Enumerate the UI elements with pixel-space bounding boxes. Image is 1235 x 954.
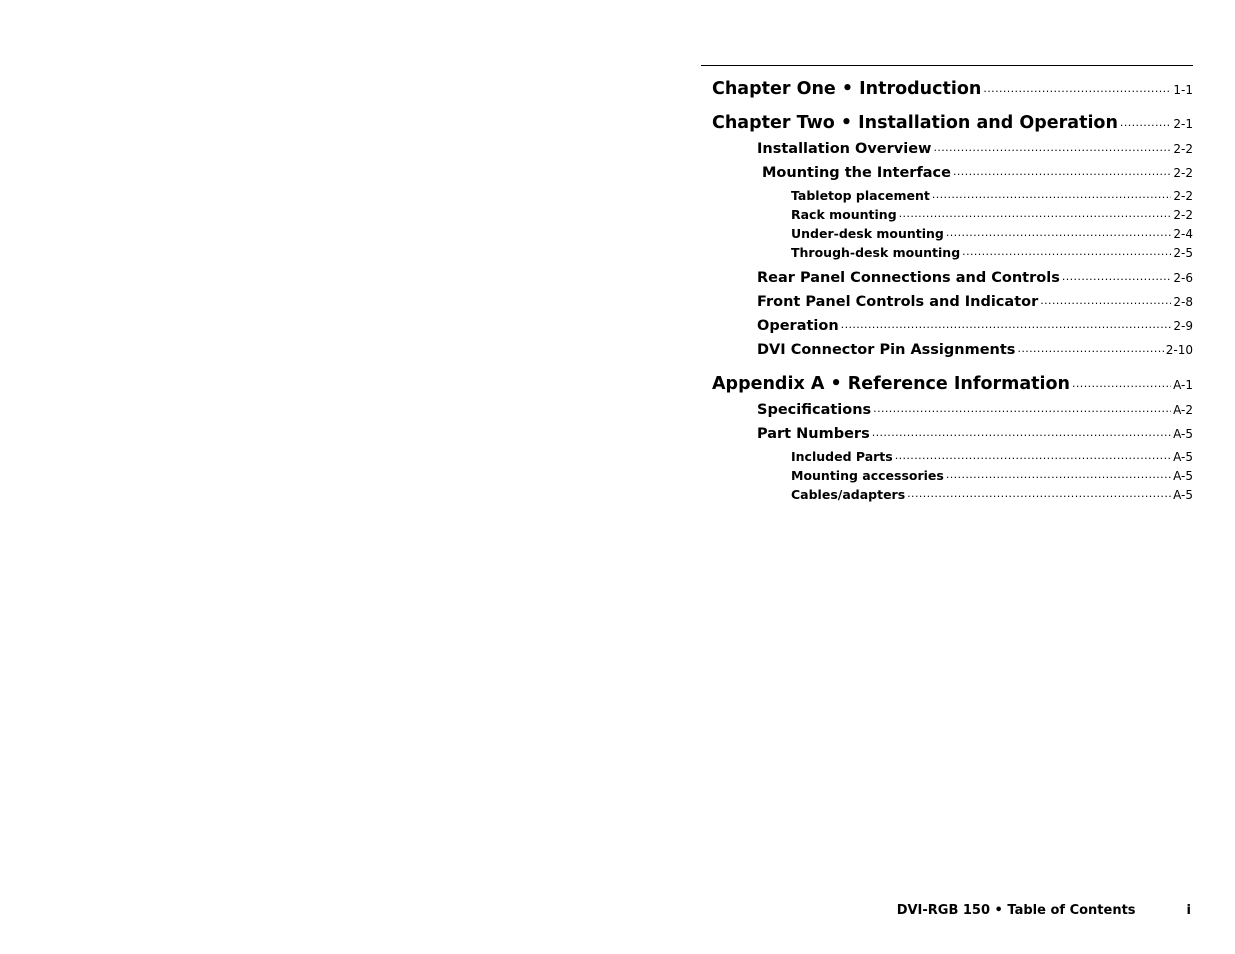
toc-entry-title: Tabletop placement: [791, 188, 930, 203]
toc-entry-title: Rack mounting: [791, 207, 897, 222]
toc-entry-installation-overview[interactable]: [712, 140, 1193, 164]
toc-entry-page: A-5: [1173, 488, 1193, 502]
table-of-contents: [712, 78, 1193, 506]
toc-entry-title: Specifications: [757, 402, 872, 419]
toc-entry-rear-panel[interactable]: [712, 269, 1193, 293]
toc-entry-title: Front Panel Controls and Indicator: [757, 294, 1039, 311]
footer-doc-title: DVI-RGB 150 • Table of Contents: [896, 903, 1136, 918]
toc-entry-through-desk-mounting[interactable]: [712, 245, 1193, 264]
dot-leader: [932, 189, 1172, 200]
toc-entry-tabletop-placement[interactable]: [712, 188, 1193, 207]
toc-entry-chapter-two[interactable]: [712, 112, 1193, 140]
dot-leader: [1062, 269, 1172, 282]
toc-entry-page: 2-2: [1173, 142, 1193, 157]
toc-entry-under-desk-mounting[interactable]: [712, 226, 1193, 245]
toc-entry-page: 2-1: [1173, 116, 1193, 131]
toc-entry-page: 2-4: [1173, 227, 1193, 241]
dot-leader: [907, 488, 1171, 499]
toc-entry-dvi-connector-pin-assignments[interactable]: [712, 341, 1193, 365]
dot-leader: [841, 317, 1172, 330]
dot-leader: [1072, 373, 1171, 389]
toc-entry-title: Operation: [757, 318, 839, 335]
toc-entry-page: 2-6: [1173, 271, 1193, 286]
toc-entry-page: 2-10: [1165, 343, 1193, 358]
toc-entry-page: A-1: [1173, 377, 1193, 392]
dot-leader: [946, 227, 1172, 238]
dot-leader: [872, 425, 1171, 438]
toc-entry-mounting-the-interface[interactable]: [712, 164, 1193, 188]
toc-entry-rack-mounting[interactable]: [712, 207, 1193, 226]
toc-entry-front-panel[interactable]: [712, 293, 1193, 317]
dot-leader: [962, 246, 1171, 257]
toc-entry-title: Chapter Two • Installation and Operation: [712, 112, 1118, 133]
toc-entry-page: 2-2: [1173, 189, 1193, 203]
toc-entry-title: Mounting accessories: [791, 468, 944, 483]
toc-entry-specifications[interactable]: [712, 401, 1193, 425]
dot-leader: [1120, 112, 1171, 128]
dot-leader: [933, 140, 1171, 153]
toc-entry-title: Part Numbers: [757, 426, 870, 443]
dot-leader: [895, 450, 1171, 461]
toc-entry-title: Through-desk mounting: [791, 245, 961, 260]
toc-entry-operation[interactable]: [712, 317, 1193, 341]
toc-entry-page: 2-2: [1173, 208, 1193, 222]
dot-leader: [983, 78, 1171, 94]
dot-leader: [953, 164, 1171, 177]
toc-entry-title: Cables/adapters: [791, 487, 906, 502]
dot-leader: [899, 208, 1172, 219]
toc-entry-part-numbers[interactable]: [712, 425, 1193, 449]
toc-entry-page: 1-1: [1173, 82, 1193, 97]
toc-entry-page: 2-9: [1173, 319, 1193, 334]
toc-entry-title: DVI Connector Pin Assignments: [757, 342, 1016, 359]
toc-entry-page: 2-2: [1173, 166, 1193, 181]
toc-entry-title: Under-desk mounting: [791, 226, 944, 241]
toc-entry-page: A-5: [1173, 450, 1193, 464]
toc-entry-page: A-2: [1173, 403, 1193, 418]
dot-leader: [873, 401, 1171, 414]
toc-entry-page: A-5: [1173, 427, 1193, 442]
toc-entry-page: 2-5: [1173, 246, 1193, 260]
toc-entry-title: Appendix A • Reference Information: [712, 373, 1070, 394]
top-rule: [701, 65, 1193, 66]
toc-entry-title: Installation Overview: [757, 141, 932, 158]
toc-entry-page: 2-8: [1173, 295, 1193, 310]
toc-entry-chapter-one[interactable]: [712, 78, 1193, 106]
footer-page-number: i: [1186, 903, 1191, 918]
dot-leader: [1017, 341, 1163, 354]
toc-entry-mounting-accessories[interactable]: [712, 468, 1193, 487]
toc-entry-page: A-5: [1173, 469, 1193, 483]
toc-entry-appendix-a[interactable]: [712, 373, 1193, 401]
toc-entry-title: Included Parts: [791, 449, 893, 464]
dot-leader: [1040, 293, 1171, 306]
toc-entry-included-parts[interactable]: [712, 449, 1193, 468]
toc-entry-title: Chapter One • Introduction: [712, 78, 982, 99]
toc-entry-title: Rear Panel Connections and Controls: [757, 270, 1060, 287]
toc-entry-cables-adapters[interactable]: [712, 487, 1193, 506]
toc-entry-title: Mounting the Interface: [762, 165, 951, 182]
dot-leader: [946, 469, 1171, 480]
page-footer: [820, 903, 1193, 918]
